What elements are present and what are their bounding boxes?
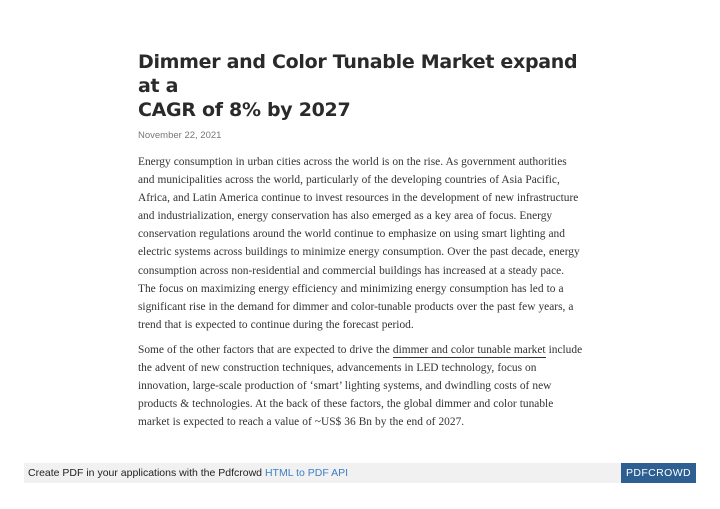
paragraph-2-text-after: include the advent of new construction techniques, advancements in LED technology, focus on innovation, large-scale production of ‘smart’ lighting systems, and dwindling costs of new products & technologies. At the back of these factors, the global dimmer and color tunable market is expected to reach a value of ~US$ 36 Bn by the end of 2027. [138, 343, 583, 429]
article-paragraph-2 [138, 341, 584, 431]
article-paragraph-1: Energy consumption in urban cities across the world is on the rise. As government authorities and municipalities across the world, particularly of the developing countries of Asia Pacific, Africa, and Latin America continue to invest resources in the development of new infrastructure and industrialization, energy conservation has also emerged as a key area of focus. Energy conservation regulations around the world continue to emphasize on using smart lighting and electric systems across buildings to minimize energy consumption. Over the past decade, energy consumption across non-residential and commercial buildings has increased at a steady pace. The focus on maximizing energy efficiency and minimizing energy consumption has led to a significant rise in the demand for dimmer and color-tunable products over the past few years, a trend that is expected to continue during the forecast period. [138, 156, 580, 331]
market-link[interactable]: dimmer and color tunable market [392, 343, 546, 356]
publish-date: November 22, 2021 [138, 130, 222, 141]
article-title-line-1: Dimmer and Color Tunable Market expand at a [138, 51, 578, 97]
html-to-pdf-api-link[interactable]: HTML to PDF API [264, 467, 348, 479]
article-title [138, 50, 584, 122]
paragraph-2-text-before: Some of the other factors that are expected to drive the [138, 343, 393, 356]
pdfcrowd-brand-button[interactable]: PDFCROWD [621, 463, 696, 483]
article [138, 50, 584, 438]
footer-text [28, 467, 348, 479]
footer-message: Create PDF in your applications with the Pdfcrowd [28, 467, 265, 479]
article-title-line-2: CAGR of 8% by 2027 [138, 99, 351, 121]
pdfcrowd-footer [24, 463, 696, 483]
